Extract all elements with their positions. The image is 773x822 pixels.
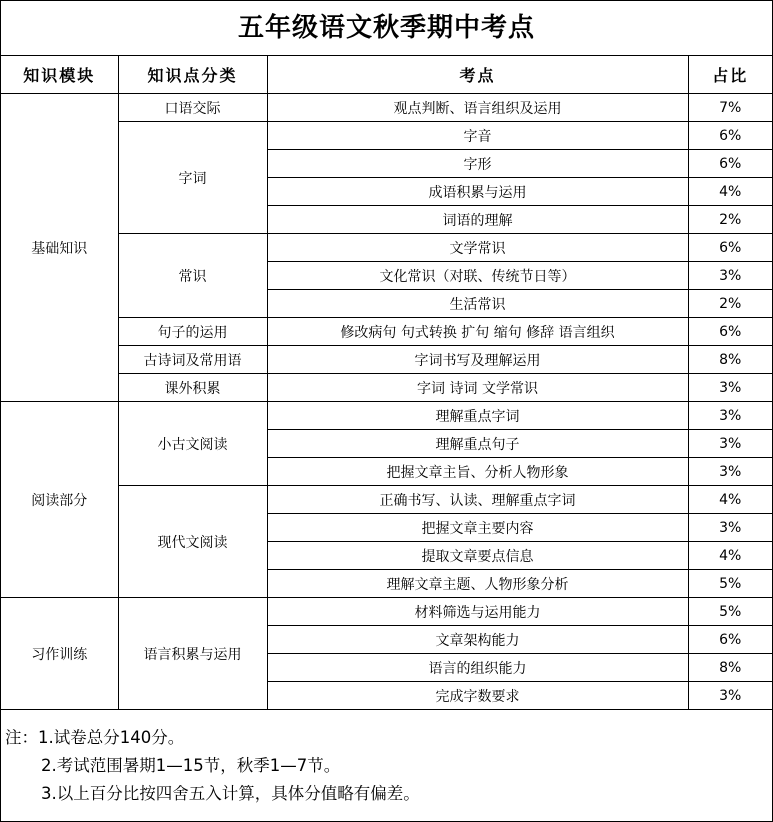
note-line: 2.考试范围暑期1—15节，秋季1—7节。 — [41, 756, 341, 775]
percentage-cell: 3% — [688, 402, 772, 430]
percentage-cell: 3% — [688, 514, 772, 542]
percentage-cell: 4% — [688, 542, 772, 570]
percentage-cell: 2% — [688, 290, 772, 318]
module-cell: 基础知识 — [1, 94, 118, 402]
point-cell: 字词书写及理解运用 — [267, 346, 688, 374]
percentage-cell: 7% — [688, 94, 772, 122]
module-cell: 习作训练 — [1, 598, 118, 710]
percentage-cell: 3% — [688, 430, 772, 458]
point-cell: 字音 — [267, 122, 688, 150]
category-cell: 现代文阅读 — [118, 486, 267, 598]
percentage-cell: 5% — [688, 570, 772, 598]
table-row — [1, 94, 772, 122]
point-cell: 完成字数要求 — [267, 682, 688, 710]
category-cell: 小古文阅读 — [118, 402, 267, 486]
category-cell: 口语交际 — [118, 94, 267, 122]
point-cell: 提取文章要点信息 — [267, 542, 688, 570]
category-cell: 语言积累与运用 — [118, 598, 267, 710]
point-cell: 生活常识 — [267, 290, 688, 318]
point-cell: 材料筛选与运用能力 — [267, 598, 688, 626]
point-cell: 观点判断、语言组织及运用 — [267, 94, 688, 122]
header-percentage: 占比 — [688, 56, 772, 94]
point-cell: 成语积累与运用 — [267, 178, 688, 206]
exam-points-table — [1, 56, 772, 710]
percentage-cell: 3% — [688, 374, 772, 402]
table-body — [1, 94, 772, 710]
percentage-cell: 5% — [688, 598, 772, 626]
percentage-cell: 6% — [688, 122, 772, 150]
percentage-cell: 2% — [688, 206, 772, 234]
point-cell: 理解重点句子 — [267, 430, 688, 458]
percentage-cell: 4% — [688, 178, 772, 206]
category-cell: 课外积累 — [118, 374, 267, 402]
category-cell: 常识 — [118, 234, 267, 318]
category-cell: 古诗词及常用语 — [118, 346, 267, 374]
point-cell: 文化常识（对联、传统节日等） — [267, 262, 688, 290]
category-cell: 字词 — [118, 122, 267, 234]
point-cell: 理解重点字词 — [267, 402, 688, 430]
point-cell: 词语的理解 — [267, 206, 688, 234]
percentage-cell: 4% — [688, 486, 772, 514]
page-title: 五年级语文秋季期中考点 — [1, 1, 772, 56]
percentage-cell: 6% — [688, 150, 772, 178]
point-cell: 文章架构能力 — [267, 626, 688, 654]
point-cell: 修改病句 句式转换 扩句 缩句 修辞 语言组织 — [267, 318, 688, 346]
percentage-cell: 3% — [688, 682, 772, 710]
point-cell: 字词 诗词 文学常识 — [267, 374, 688, 402]
module-cell: 阅读部分 — [1, 402, 118, 598]
point-cell: 把握文章主要内容 — [267, 514, 688, 542]
percentage-cell: 8% — [688, 654, 772, 682]
percentage-cell: 3% — [688, 262, 772, 290]
percentage-cell: 6% — [688, 234, 772, 262]
percentage-cell: 3% — [688, 458, 772, 486]
point-cell: 正确书写、认读、理解重点字词 — [267, 486, 688, 514]
percentage-cell: 8% — [688, 346, 772, 374]
point-cell: 把握文章主旨、分析人物形象 — [267, 458, 688, 486]
note-line: 注：1.试卷总分140分。 — [5, 728, 185, 747]
table-row — [1, 402, 772, 430]
table-row — [1, 598, 772, 626]
note-line: 3.以上百分比按四舍五入计算，具体分值略有偏差。 — [41, 784, 420, 803]
header-point: 考点 — [267, 56, 688, 94]
percentage-cell: 6% — [688, 318, 772, 346]
point-cell: 理解文章主题、人物形象分析 — [267, 570, 688, 598]
point-cell: 字形 — [267, 150, 688, 178]
point-cell: 文学常识 — [267, 234, 688, 262]
table-header-row — [1, 56, 772, 94]
category-cell: 句子的运用 — [118, 318, 267, 346]
point-cell: 语言的组织能力 — [267, 654, 688, 682]
percentage-cell: 6% — [688, 626, 772, 654]
notes — [1, 710, 772, 808]
header-module: 知识模块 — [1, 56, 118, 94]
header-category: 知识点分类 — [118, 56, 267, 94]
